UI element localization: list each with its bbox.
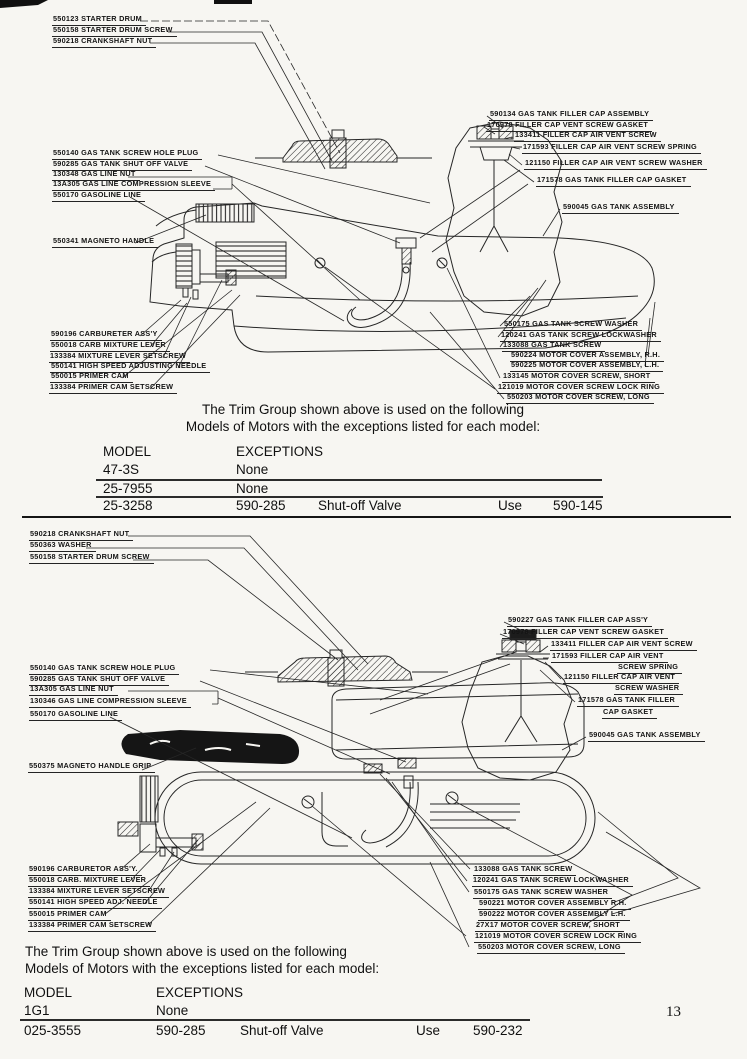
part-callout: 590045 GAS TANK ASSEMBLY <box>562 203 679 214</box>
table-rule <box>20 1019 530 1021</box>
part-callout: 550123 STARTER DRUM <box>52 15 146 26</box>
part-callout: 550141 HIGH SPEED ADJUSTING NEEDLE <box>50 362 210 373</box>
table-cell: 25-3258 <box>103 498 153 513</box>
scan-artifacts <box>0 0 252 8</box>
part-callout: 590045 GAS TANK ASSEMBLY <box>588 731 705 742</box>
part-callout: 171593 FILLER CAP AIR VENT SCREW SPRING <box>522 143 701 154</box>
part-callout: CAP GASKET <box>602 708 657 719</box>
part-callout: 550175 GAS TANK SCREW WASHER <box>473 888 612 899</box>
part-callout: 590285 GAS TANK SHUT OFF VALVE <box>29 675 169 686</box>
part-callout: 133088 GAS TANK SCREW <box>473 865 576 876</box>
part-callout: 550170 GASOLINE LINE <box>29 710 122 721</box>
part-callout: SCREW SPRING <box>617 663 682 674</box>
part-callout: 121150 FILLER CAP AIR VENT <box>563 673 679 684</box>
table-cell: Shut-off Valve <box>240 1023 324 1038</box>
part-callout: 590221 MOTOR COVER ASSEMBLY R.H. <box>478 899 631 910</box>
part-callout: 121150 FILLER CAP AIR VENT SCREW WASHER <box>524 159 707 170</box>
trim-group-note-2 <box>25 944 455 977</box>
part-callout: 590218 CRANKSHAFT NUT <box>29 530 133 541</box>
table-cell: Shut-off Valve <box>318 498 402 513</box>
part-callout: 590225 MOTOR COVER ASSEMBLY, L.H. <box>510 361 663 372</box>
column-header-model: MODEL <box>103 444 152 459</box>
table-cell: None <box>236 481 269 496</box>
part-callout: 133384 PRIMER CAM SETSCREW <box>49 383 177 394</box>
part-callout: 133145 MOTOR COVER SCREW, SHORT <box>502 372 655 383</box>
table-cell: Use <box>416 1023 441 1038</box>
note-line: Models of Motors with the exceptions listed for each model: <box>185 418 541 434</box>
part-callout: 590134 GAS TANK FILLER CAP ASSEMBLY <box>489 110 653 121</box>
part-callout: 550175 GAS TANK SCREW WASHER <box>503 320 642 331</box>
part-callout: 13A305 GAS LINE COMPRESSION SLEEVE <box>52 180 215 191</box>
motor-cover-art-2 <box>118 764 595 864</box>
part-callout: 590222 MOTOR COVER ASSEMBLY L.H. <box>478 910 630 921</box>
part-callout: 550375 MAGNETO HANDLE GRIP <box>28 762 155 773</box>
table-cell: 590-145 <box>553 498 603 513</box>
part-callout: 550018 CARB. MIXTURE LEVER <box>28 876 150 887</box>
table-cell: 590-285 <box>236 498 286 513</box>
part-callout: 130348 GAS LINE NUT <box>52 170 140 181</box>
starter-drum-art-2 <box>245 650 448 686</box>
part-callout: 27X17 MOTOR COVER SCREW, SHORT <box>475 921 624 932</box>
part-callout: 120241 GAS TANK SCREW LOCKWASHER <box>500 331 661 342</box>
magneto-handle-grip-art <box>121 730 299 764</box>
table-cell: 590-232 <box>473 1023 523 1038</box>
part-callout: 133411 FILLER CAP AIR VENT SCREW <box>550 640 697 651</box>
table-cell: 1G1 <box>24 1003 50 1018</box>
part-callout: 550158 STARTER DRUM SCREW <box>52 26 177 37</box>
table-cell: 025-3555 <box>24 1023 82 1038</box>
part-callout: 590218 CRANKSHAFT NUT <box>52 37 156 48</box>
part-callout: 133411 FILLER CAP AIR VENT SCREW <box>514 131 661 142</box>
part-callout: 170978 FILLER CAP VENT SCREW GASKET <box>502 628 668 639</box>
part-callout: 13A305 GAS LINE NUT <box>29 685 118 696</box>
part-callout: 171578 GAS TANK FILLER <box>577 696 679 707</box>
part-callout: 130346 GAS LINE COMPRESSION SLEEVE <box>29 697 191 708</box>
part-callout: 133088 GAS TANK SCREW <box>502 341 605 352</box>
note-line: Models of Motors with the exceptions listed for each model: <box>25 960 380 976</box>
part-callout: 133384 PRIMER CAM SETSCREW <box>28 921 156 932</box>
section-divider <box>22 516 731 518</box>
part-callout: 171578 GAS TANK FILLER CAP GASKET <box>536 176 691 187</box>
part-callout: 590227 GAS TANK FILLER CAP ASS'Y <box>507 616 652 627</box>
part-callout: 550158 STARTER DRUM SCREW <box>29 553 154 564</box>
part-callout: 133384 MIXTURE LEVER SETSCREW <box>49 352 190 363</box>
part-callout: 590285 GAS TANK SHUT OFF VALVE <box>52 160 192 171</box>
note-line: The Trim Group shown above is used on the following <box>202 402 524 417</box>
part-callout: 170978 FILLER CAP VENT SCREW GASKET <box>486 121 652 132</box>
part-callout: 121019 MOTOR COVER SCREW LOCK RING <box>474 932 641 943</box>
part-callout: 550203 MOTOR COVER SCREW, LONG <box>506 393 654 404</box>
part-callout: 550018 CARB MIXTURE LEVER <box>50 341 170 352</box>
part-callout: 550363 WASHER <box>29 541 96 552</box>
table-cell: None <box>236 462 269 477</box>
table-cell: 25-7955 <box>103 481 153 496</box>
part-callout: 590196 CARBURETER ASS'Y <box>50 330 162 341</box>
motor-cover-screws-art <box>315 258 447 268</box>
column-header-exceptions: EXCEPTIONS <box>156 985 244 1000</box>
table-rule <box>96 479 602 481</box>
page-number: 13 <box>666 1004 681 1020</box>
column-header-model: MODEL <box>24 985 73 1000</box>
table-cell: None <box>156 1003 189 1018</box>
note-line: The Trim Group shown above is used on the following <box>25 944 347 959</box>
part-callout: 550015 PRIMER CAM <box>28 910 111 921</box>
part-callout: 550170 GASOLINE LINE <box>52 191 145 202</box>
part-callout: 550015 PRIMER CAM <box>50 372 133 383</box>
part-callout: 133384 MIXTURE LEVER SETSCREW <box>28 887 169 898</box>
part-callout: 121019 MOTOR COVER SCREW LOCK RING <box>497 383 664 394</box>
part-callout: 550141 HIGH SPEED ADJ. NEEDLE <box>28 898 162 909</box>
table-cell: 47-3S <box>103 462 140 477</box>
part-callout: 171593 FILLER CAP AIR VENT <box>551 652 668 663</box>
part-callout: 550203 MOTOR COVER SCREW, LONG <box>477 943 625 954</box>
part-callout: 590224 MOTOR COVER ASSEMBLY, R.H. <box>510 351 664 362</box>
part-callout: 550341 MAGNETO HANDLE <box>52 237 158 248</box>
part-callout: 120241 GAS TANK SCREW LOCKWASHER <box>472 876 633 887</box>
part-callout: SCREW WASHER <box>614 684 683 695</box>
part-callout: 590196 CARBURETOR ASS'Y. <box>28 865 142 876</box>
intake-pipe-art <box>347 238 416 327</box>
trim-group-note-1 <box>163 402 563 435</box>
part-callout: 550140 GAS TANK SCREW HOLE PLUG <box>52 149 202 160</box>
column-header-exceptions: EXCEPTIONS <box>236 444 324 459</box>
table-cell: Use <box>498 498 523 513</box>
part-callout: 550140 GAS TANK SCREW HOLE PLUG <box>29 664 179 675</box>
table-cell: 590-285 <box>156 1023 206 1038</box>
starter-drum-art <box>255 130 432 168</box>
